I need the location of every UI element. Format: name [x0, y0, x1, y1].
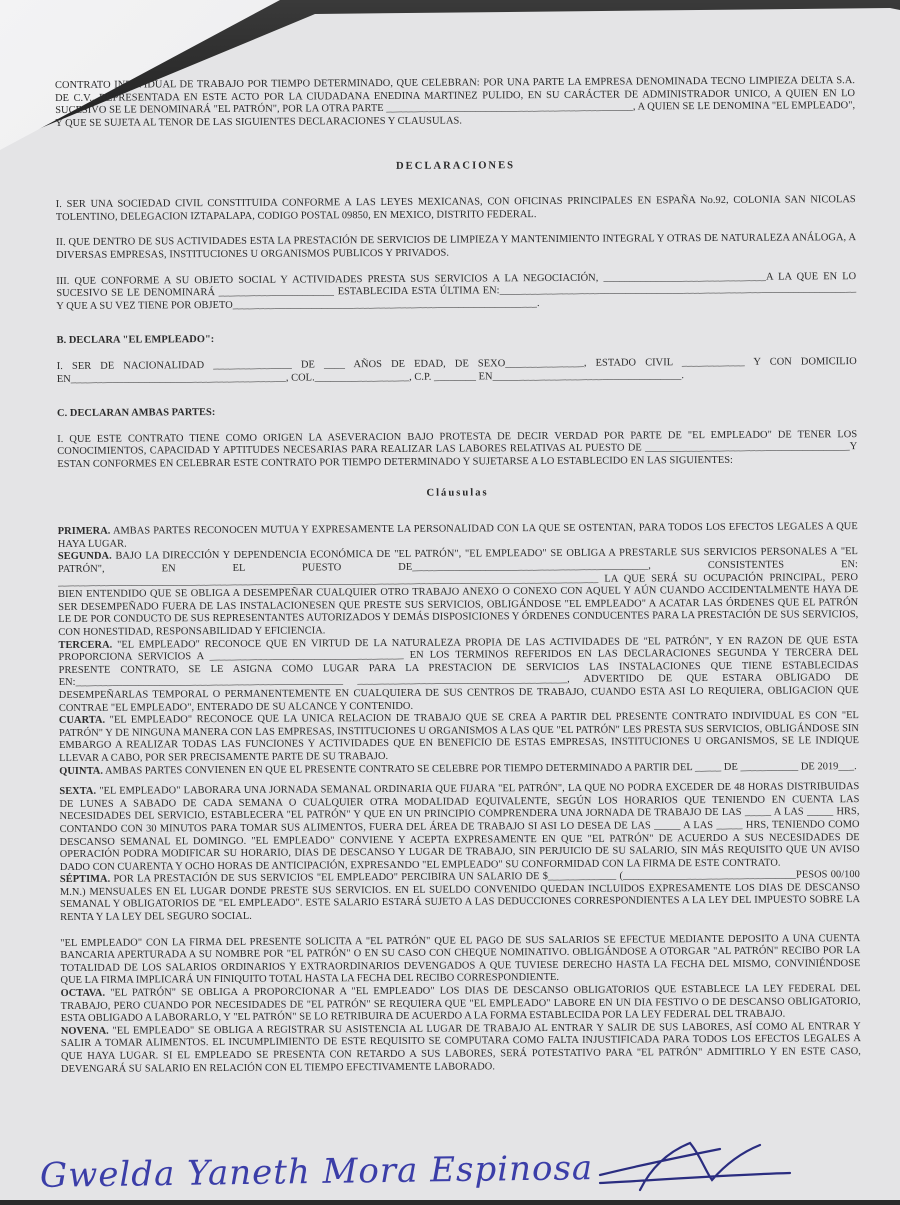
section-b-heading: B. DECLARA "EL EMPLEADO":	[56, 334, 215, 347]
clausula-segunda	[58, 547, 859, 640]
clausula-cuarta-text: "EL EMPLEADO" RECONOCE QUE LA UNICA RELACION DE TRABAJO QUE SE CREA A PARTIR DEL PRESENTE CONTRATO INDIVIDUAL ES CON "EL PATRÓN" Y DE NINGUNA MANERA CON LAS EMPRESAS, INSTITUCIONES U ORGANISMOS A LAS QUE "EL PATRÓN" LES PRESTA SUS SERVICIOS, OBLIGÁNDOSE SIN EMBARGO A REALIZAR TODAS LAS FUNCIONES Y ACTIVIDADES QUE EN BENEFICIO DE ESTAS EMPRESAS, INSTITUCIONES U ORGANISMOS, SE LE INDIQUE LLEVAR A CABO, POR SER PRECISAMENTE PARTE DE SU TRABAJO.	[58, 710, 860, 764]
clausula-octava-text: "EL PATRÓN" SE OBLIGA A PROPORCIONAR A "EL EMPLEADO" LOS DIAS DE DESCANSO OBLIGATORIOS QUE ESTABLECE LA LEY FEDERAL DEL TRABAJO, PERO CUANDO POR NECESIDADES DE "EL PATRÓN" SE REQUIERA QUE "EL EMPLEADO" LABORE EN UN DIA FESTIVO O DE DESCANSO OBLIGATORIO, ESTA OBLIGADO A LABORARLO, Y "EL PATRÓN" SE LO RETRIBUIRA DE ACUERDO A LA FORMA ESTABLECIDA POR LA LEY FEDERAL DEL TRABAJO.	[60, 983, 861, 1025]
clausula-novena-text: "EL EMPLEADO" SE OBLIGA A REGISTRAR SU ASISTENCIA AL LUGAR DE TRABAJO AL ENTRAR Y SALIR DE SUS LABORES, ASÍ COMO AL ENTRAR Y SALIR A TOMAR ALIMENTOS. EL INCUMPLIMIENTO DE ESTE REQUISITO SE COMPUTARA COMO FALTA INJUSTIFICADA PARA TODOS LOS EFECTOS LEGALES A QUE HAYA LUGAR. SI EL EMPLEADO SE PRESENTA CON RETARDO A SUS LABORES, SERÁ POTESTATIVO PARA "EL PATRÓN" ADMITIRLO Y EN ESTE CASO, DEVENGARÁ SU SALARIO EN RELACIÓN CON EL TIEMPO EFECTIVAMENTE LABORADO.	[60, 1020, 861, 1075]
clausula-septima	[60, 869, 860, 924]
contract-body	[55, 75, 861, 1076]
clausula-octava-label: OCTAVA.	[60, 987, 106, 1000]
clausula-sexta	[59, 781, 860, 874]
contract-intro: CONTRATO INDIVIDUAL DE TRABAJO POR TIEMPO DETERMINADO, QUE CELEBRAN: POR UNA PARTE LA EMPRESA DENOMINADA TECNO LIMPIEZA DELTA S.A. DE C.V., REPRESENTADA EN ESTE ACTO POR LA CIUDADANA ENEDINA MARTINEZ PULIDO, EN SU CARÁCTER DE ADMINISTRADOR UNICO, A QUIEN EN LO SUCESIVO SE LE DENOMINARÁ "EL PATRÓN", POR LA OTRA PARTE _______________________________________________, A QUIEN SE LE DENOMINA "EL EMPLEADO", Y QUE SE SUJETA AL TENOR DE LAS SIGUIENTES DECLARACIONES Y CLAUSULAS.	[55, 75, 856, 129]
declaracion-1: I. SER UNA SOCIEDAD CIVIL CONSTITUIDA CONFORME A LAS LEYES MEXICANAS, CON OFICINAS PRINCIPALES EN ESPAÑA No.92, COLONIA SAN NICOLAS TOLENTINO, DELEGACION IZTAPALAPA, CODIGO POSTAL 09850, EN MEXICO, DISTRITO FEDERAL.	[55, 194, 856, 223]
clausula-octava	[61, 983, 861, 1026]
clausula-septima-paragraph-2: "EL EMPLEADO" CON LA FIRMA DEL PRESENTE SOLICITA A "EL PATRÓN" QUE EL PAGO DE SUS SALARIOS SE EFECTUE MEDIANTE DEPOSITO A UNA CUENTA BANCARIA APERTURADA A SU NOMBRE POR "EL PATRÓN" O EN SU CASO CON CHEQUE NOMINATIVO. OBLIGÁNDOSE A OTORGAR "AL PATRÓN" RECIBO POR LA TOTALIDAD DE LOS SALARIOS ORDINARIOS Y EXTRAORDINARIOS DEVENGADOS A QUE TUVIESE DERECHO HASTA LA FECHA DEL MISMO, CONVINIÉNDOSE QUE LA FIRMA IMPLICARÁ UN FINIQUITO TOTAL HASTA LA FECHA DEL RECIBO CORRESPONDIENTE.	[60, 932, 861, 987]
handwritten-name: Gwelda Yaneth Mora Espinosa	[39, 1148, 594, 1196]
clausula-quinta-label: QUINTA.	[59, 765, 104, 777]
section-c-heading: C. DECLARAN AMBAS PARTES:	[57, 407, 216, 420]
declaracion-3: III. QUE CONFORME A SU OBJETO SOCIAL Y ACTIVIDADES PRESTA SUS SERVICIOS A LA NEGOCIACIÓN, _______________________________A LA QUE EN LO SUCESIVO SE LE DENOMINARÁ ______________________ ESTABLECIDA ESTA ÚLTIMA EN:____________________________________________________________________ Y QUE A SU VEZ TIENE POR OBJETO__________________________________________________________.	[56, 270, 857, 312]
clausula-primera-text: AMBAS PARTES RECONOCEN MUTUA Y EXPRESAMENTE LA PERSONALIDAD CON LA QUE SE OSTENTAN, PARA TODOS LOS EFECTOS LEGALES A QUE HAYA LUGAR.	[57, 521, 858, 550]
clausula-cuarta	[59, 710, 859, 765]
clausula-septima-text: POR LA PRESTACIÓN DE SUS SERVICIOS "EL EMPLEADO" PERCIBIRA UN SALARIO DE $_____________ (_________________________________PESOS 00/100 M.N.) MENSUALES EN EL LUGAR DONDE PRESTE SUS SERVICIOS. EN EL SUELDO CONVENIDO QUEDAN INCLUIDOS EXPRESAMENTE LOS DIAS DE DESCANSO SEMANAL Y OBLIGATORIOS DE "EL EMPLEADO". ESTE SALARIO ESTARÁ SUJETO A LAS DEDUCCIONES CORRESPONDIENTES A LA LEY DEL IMPUESTO SOBRE LA RENTA Y LA LEY DEL SEGURO SOCIAL.	[59, 869, 861, 924]
clausula-primera-label: PRIMERA.	[57, 525, 111, 538]
clausula-tercera-label: TERCERA.	[58, 639, 113, 651]
clausula-segunda-label: SEGUNDA.	[57, 551, 112, 563]
clausula-sexta-label: SEXTA.	[59, 785, 97, 798]
clausula-cuarta-label: CUARTA.	[58, 714, 106, 727]
clausula-tercera-text: "EL EMPLEADO" RECONOCE QUE EN VIRTUD DE LA NATURALEZA PROPIA DE LAS ACTIVIDADES DE "EL PATRÓN", Y EN RAZON DE QUE ESTA PROPORCIONA SERVICIOS A _____________________________________ EN LOS TERMINOS REFERIDOS EN LAS DECLARACIONES SEGUNDA Y TERCERA DEL PRESENTE CONTRATO, SE LE ASIGNA COMO LUGAR PARA LA PRESTACION DE SERVICIOS LAS INSTALACIONES QUE TIENE ESTABLECIDAS EN:___________________________________________________ ________________________________________, ADVERTIDO DE QUE ESTARA OBLIGADO DE DESEMPEÑARLAS TEMPORAL O PERMANENTEMENTE EN CUALQUIERA DE SUS CENTROS DE TRABAJO, CUANDO ESTA ASI LO REQUIERA, OBLIGACION QUE CONTRAE "EL EMPLEADO", ENTERADO DE SU ALCANCE Y CONTENIDO.	[58, 634, 859, 714]
clausula-novena	[61, 1021, 861, 1076]
section-b-item-1: I. SER DE NACIONALIDAD _______________ DE ____ AÑOS DE EDAD, DE SEXO_______________, ESTADO CIVIL ____________ Y CON DOMICILIO EN_________________________________________, COL.__________________, C.P. ________ EN____________________________________.	[56, 356, 857, 385]
clausula-segunda-text: BAJO LA DIRECCIÓN Y DEPENDENCIA ECONÓMICA DE "EL PATRÓN", "EL EMPLEADO" SE OBLIGA A PRESTARLE SUS SERVICIOS PERSONALES A "EL PATRÓN", EN EL PUESTO DE_____________________________________________, CONSISTENTES EN: _______________________________________________________________________________________________________ LA QUE SERÁ SU OCUPACIÓN PRINCIPAL, PERO BIEN ENTENDIDO QUE SE OBLIGA A DESEMPEÑAR CUALQUIER OTRO TRABAJO ANEXO O CONEXO CON AQUEL Y AÚN CUANDO ACCIDENTALMENTE HAYA DE SER DESEMPEÑADO FUERA DE LAS INSTALACIONESEN QUE PRESTE SUS SERVICIOS, OBLIGÁNDOSE "EL EMPLEADO" A ACATAR LAS ÓRDENES QUE EL PATRÓN LE DE POR CONDUCTO DE SUS REPRESENTANTES AUTORIZADOS Y DEMÁS DISPOSICIONES Y ÓRDENES CONDUCENTES PARA LA PRESTACIÓN DE SUS SERVICIOS, CON HONESTIDAD, RESPONSABILIDAD Y EFICIENCIA.	[57, 546, 859, 638]
declaracion-2: II. QUE DENTRO DE SUS ACTIVIDADES ESTA LA PRESTACIÓN DE SERVICIOS DE LIMPIEZA Y MANTENIMIENTO INTEGRAL Y OTRAS DE NATURALEZA ANÁLOGA, A DIVERSAS EMPRESAS, INSTITUCIONES U ORGANISMOS PUBLICOS Y PRIVADOS.	[55, 232, 857, 261]
clausula-novena-label: NOVENA.	[60, 1025, 109, 1037]
declaraciones-heading: DECLARACIONES	[395, 160, 516, 172]
clausula-septima-label: SÉPTIMA.	[59, 873, 111, 886]
section-c-item-1: I. QUE ESTE CONTRATO TIENE COMO ORIGEN LA ASEVERACION BAJO PROTESTA DE DECIR VERDAD POR PARTE DE "EL EMPLEADO" DE TENER LOS CONOCIMIENTOS, CAPACIDAD Y APTITUDES NECESARIAS PARA REALIZAR LAS LABORES RELATIVAS AL PUESTO DE _______________________________________Y ESTAN CONFORMES EN CELEBRAR ESTE CONTRATO POR TIEMPO DETERMINADO Y SUJETARSE A LO ESTABLECIDO EN LAS SIGUIENTES:	[57, 428, 858, 470]
clausula-sexta-text: "EL EMPLEADO" LABORARA UNA JORNADA SEMANAL ORDINARIA QUE FIJARA "EL PATRÓN", LA QUE NO PODRA EXCEDER DE 48 HORAS DISTRIBUIDAS DE LUNES A SABADO DE CADA SEMANA O CUALQUIER OTRA MODALIDAD EQUIVALENTE, SEGÚN LOS HORARIOS QUE TENIENDO EN CUENTA LAS NECESIDADES DEL SERVICIO, ESTABLECERA "EL PATRÓN" Y QUE EN UN PRINCIPIO COMPRENDERA UNA JORNADA DE TRABAJO DE LAS _____ A LAS _____ HRS, CONTANDO CON 30 MINUTOS PARA TOMAR SUS ALIMENTOS, FUERA DEL ÁREA DE TRABAJO SI ASI LO DESEA DE LAS _____ A LAS _____ HRS, TENIENDO COMO DESCANSO SEMANAL EL DOMINGO. "EL EMPLEADO" CONVIENE Y ACEPTA EXPRESAMENTE EN QUE "EL PATRÓN" DE ACUERDO A SUS NECESIDADES DE OPERACIÓN PODRA MODIFICAR SU HORARIO, DIAS DE DESCANSO Y LUGAR DE TRABAJO, SIN PERJUICIO DE SU SALARIO, SIN MÁS REQUISITO QUE UN AVISO DADO CON CUARENTA Y OCHO HORAS DE ANTICIPACIÓN, EXPRESANDO "EL EMPLEADO" SU CONFORMIDAD CON LA FIRMA DE ESTE CONTRATO.	[59, 781, 860, 873]
clausula-tercera	[58, 635, 858, 715]
clausula-quinta-text: AMBAS PARTES CONVIENEN EN QUE EL PRESENTE CONTRATO SE CELEBRE POR TIEMPO DETERMINADO A PARTIR DEL _____ DE ___________ DE 2019___.	[102, 760, 857, 777]
clausulas-heading: Cláusulas	[426, 487, 489, 499]
